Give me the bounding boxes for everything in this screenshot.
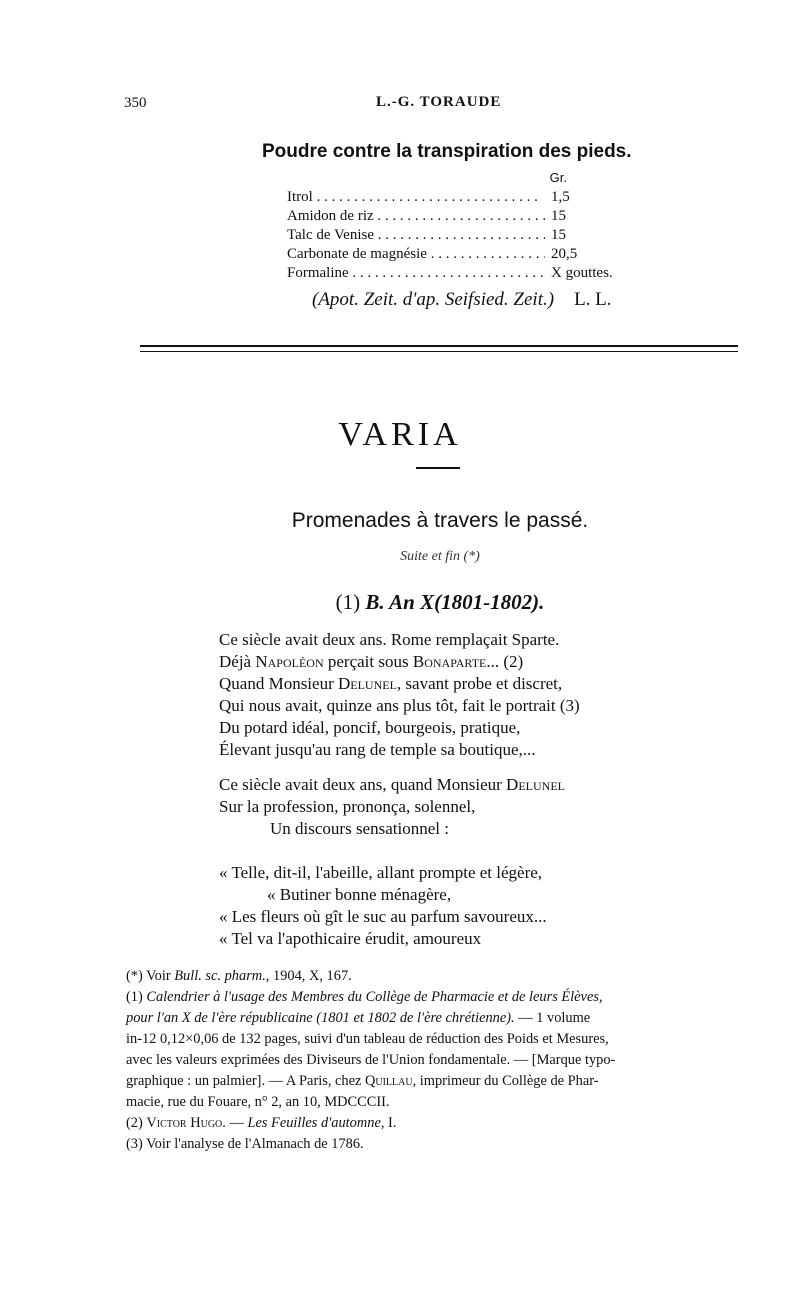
verse-stanza-2 — [219, 774, 565, 840]
footnote-text: , 1904, X, 167. — [265, 968, 352, 984]
page-number: 350 — [124, 95, 147, 111]
recipe-table — [287, 170, 613, 283]
article-subtitle: Suite et fin (*) — [400, 549, 480, 564]
article-title: Promenades à travers le passé. — [291, 509, 589, 532]
verse-line — [219, 774, 565, 796]
footnote-star — [126, 966, 738, 987]
ingredient-qty: 15 — [545, 207, 613, 226]
ingredient-name: Formaline . . . — [287, 264, 545, 283]
footnote-citation: Bull. sc. pharm. — [174, 968, 266, 984]
footnote-mark: (2) — [126, 1115, 147, 1131]
verse-line: « Butiner bonne ménagère, — [267, 885, 452, 904]
ingredient-name: Talc de Venise . . . — [287, 226, 545, 245]
footnote-text: (*) Voir — [126, 968, 175, 984]
verse-line: « Tel va l'apothicaire érudit, amoureux — [219, 929, 482, 948]
footnote-text: in-12 0,12×0,06 de 132 pages, suivi d'un tableau de réduction des Poids et Mesures, — [126, 1031, 609, 1047]
verse-stanza-1 — [219, 629, 580, 761]
verse-line: Du potard idéal, poncif, bourgeois, pratique, — [219, 718, 521, 737]
ingredient-qty: 1,5 — [545, 188, 613, 207]
ingredient-row — [287, 264, 613, 283]
entry-heading — [0, 590, 800, 615]
ingredient-name: Itrol . . . — [287, 188, 545, 207]
separator-rule-top — [140, 345, 738, 347]
entry-years: (1801-1802). — [434, 590, 545, 614]
footnote-text: macie, rue du Fouare, n° 2, an 10, MDCCCII. — [126, 1094, 390, 1110]
verse-line: Sur la profession, prononça, solennel, — [219, 797, 476, 816]
footnote-citation: Les Feuilles d'automne — [247, 1115, 381, 1131]
footnote-name: Victor Hugo — [146, 1115, 223, 1131]
footnote-text: . — — [222, 1115, 248, 1131]
verse-stanza-3 — [219, 862, 547, 950]
verse-text: Ce siècle avait deux ans, quand Monsieur — [219, 775, 507, 794]
verse-line: Élevant jusqu'au rang de temple sa boutique,... — [219, 740, 536, 759]
footnote-name: Quillau — [364, 1073, 413, 1089]
ingredient-name: Carbonate de magnésie . . . — [287, 245, 545, 264]
ingredient-row — [287, 226, 613, 245]
verse-line: Qui nous avait, quinze ans plus tôt, fait le portrait (3) — [219, 696, 580, 715]
verse-name: Delunel — [337, 674, 397, 693]
footnotes — [126, 966, 738, 1155]
ingredient-qty: X gouttes. — [545, 264, 613, 283]
footnote-text: , I. — [380, 1115, 397, 1131]
ingredient-row — [287, 245, 613, 264]
unit-label: Gr. — [549, 170, 567, 185]
source-citation: (Apot. Zeit. d'ap. Seifsied. Zeit.) — [312, 289, 555, 310]
footnote-text: 1802 — [367, 1010, 397, 1026]
verse-line: Un discours sensationnel : — [270, 819, 449, 838]
footnote-text: graphique : un palmier]. — A Paris, chez — [126, 1073, 365, 1089]
footnote-3: (3) Voir l'analyse de l'Almanach de 1786. — [126, 1136, 364, 1152]
footnote-text: pour l'an X de l'ère républicaine ( — [126, 1010, 322, 1026]
footnote-1 — [126, 987, 738, 1113]
verse-line — [219, 673, 580, 695]
verse-name: Napoléon — [255, 652, 324, 671]
verse-line: « Les fleurs où gît le suc au parfum savoureux... — [219, 907, 547, 926]
ingredient-row — [287, 207, 613, 226]
verse-line: Ce siècle avait deux ans. Rome remplaçait Sparte. — [219, 630, 560, 649]
footnote-text: 1801 — [321, 1010, 350, 1026]
footnote-text: , imprimeur du Collège de Phar- — [412, 1073, 599, 1089]
verse-text: Déjà — [219, 652, 256, 671]
footnote-text: de l'ère chrétienne). — [396, 1010, 515, 1026]
ingredient-name: Amidon de riz . . . — [287, 207, 545, 226]
verse-text: Quand Monsieur — [219, 674, 338, 693]
recipe-title: Poudre contre la transpiration des pieds. — [262, 141, 632, 162]
recipe-source — [312, 289, 612, 311]
verse-line: « Telle, dit-il, l'abeille, allant prompte et légère, — [219, 863, 543, 882]
author-initials: L. L. — [574, 289, 612, 310]
verse-name: Delunel — [506, 775, 565, 794]
verse-text: perçait sous — [323, 652, 413, 671]
separator-rule-bottom — [140, 351, 738, 352]
footnote-mark: (1) — [126, 989, 147, 1005]
footnote-text: — 1 volume — [514, 1010, 591, 1026]
ingredient-qty: 20,5 — [545, 245, 613, 264]
footnote-text: et — [349, 1010, 368, 1026]
ingredient-row — [287, 188, 613, 207]
verse-text: , savant probe et discret, — [396, 674, 563, 693]
footnote-text: avec les valeurs exprimées des Diviseurs de l'Union fondamentale. — [Marque typo- — [126, 1052, 616, 1068]
entry-label: B. An X — [365, 590, 435, 614]
verse-line — [219, 651, 580, 673]
footnote-text: Calendrier à l'usage des Membres du Collège de Pharmacie et de leurs Élèves, — [146, 989, 603, 1005]
verse-name: Bonaparte — [412, 652, 487, 671]
ingredient-qty: 15 — [545, 226, 613, 245]
verse-text: ... (2) — [486, 652, 524, 671]
section-title: VARIA — [338, 416, 462, 453]
entry-number: (1) — [335, 590, 361, 614]
section-title-rule — [416, 467, 460, 469]
running-head: L.-G. TORAUDE — [376, 94, 502, 110]
footnote-2 — [126, 1113, 738, 1134]
